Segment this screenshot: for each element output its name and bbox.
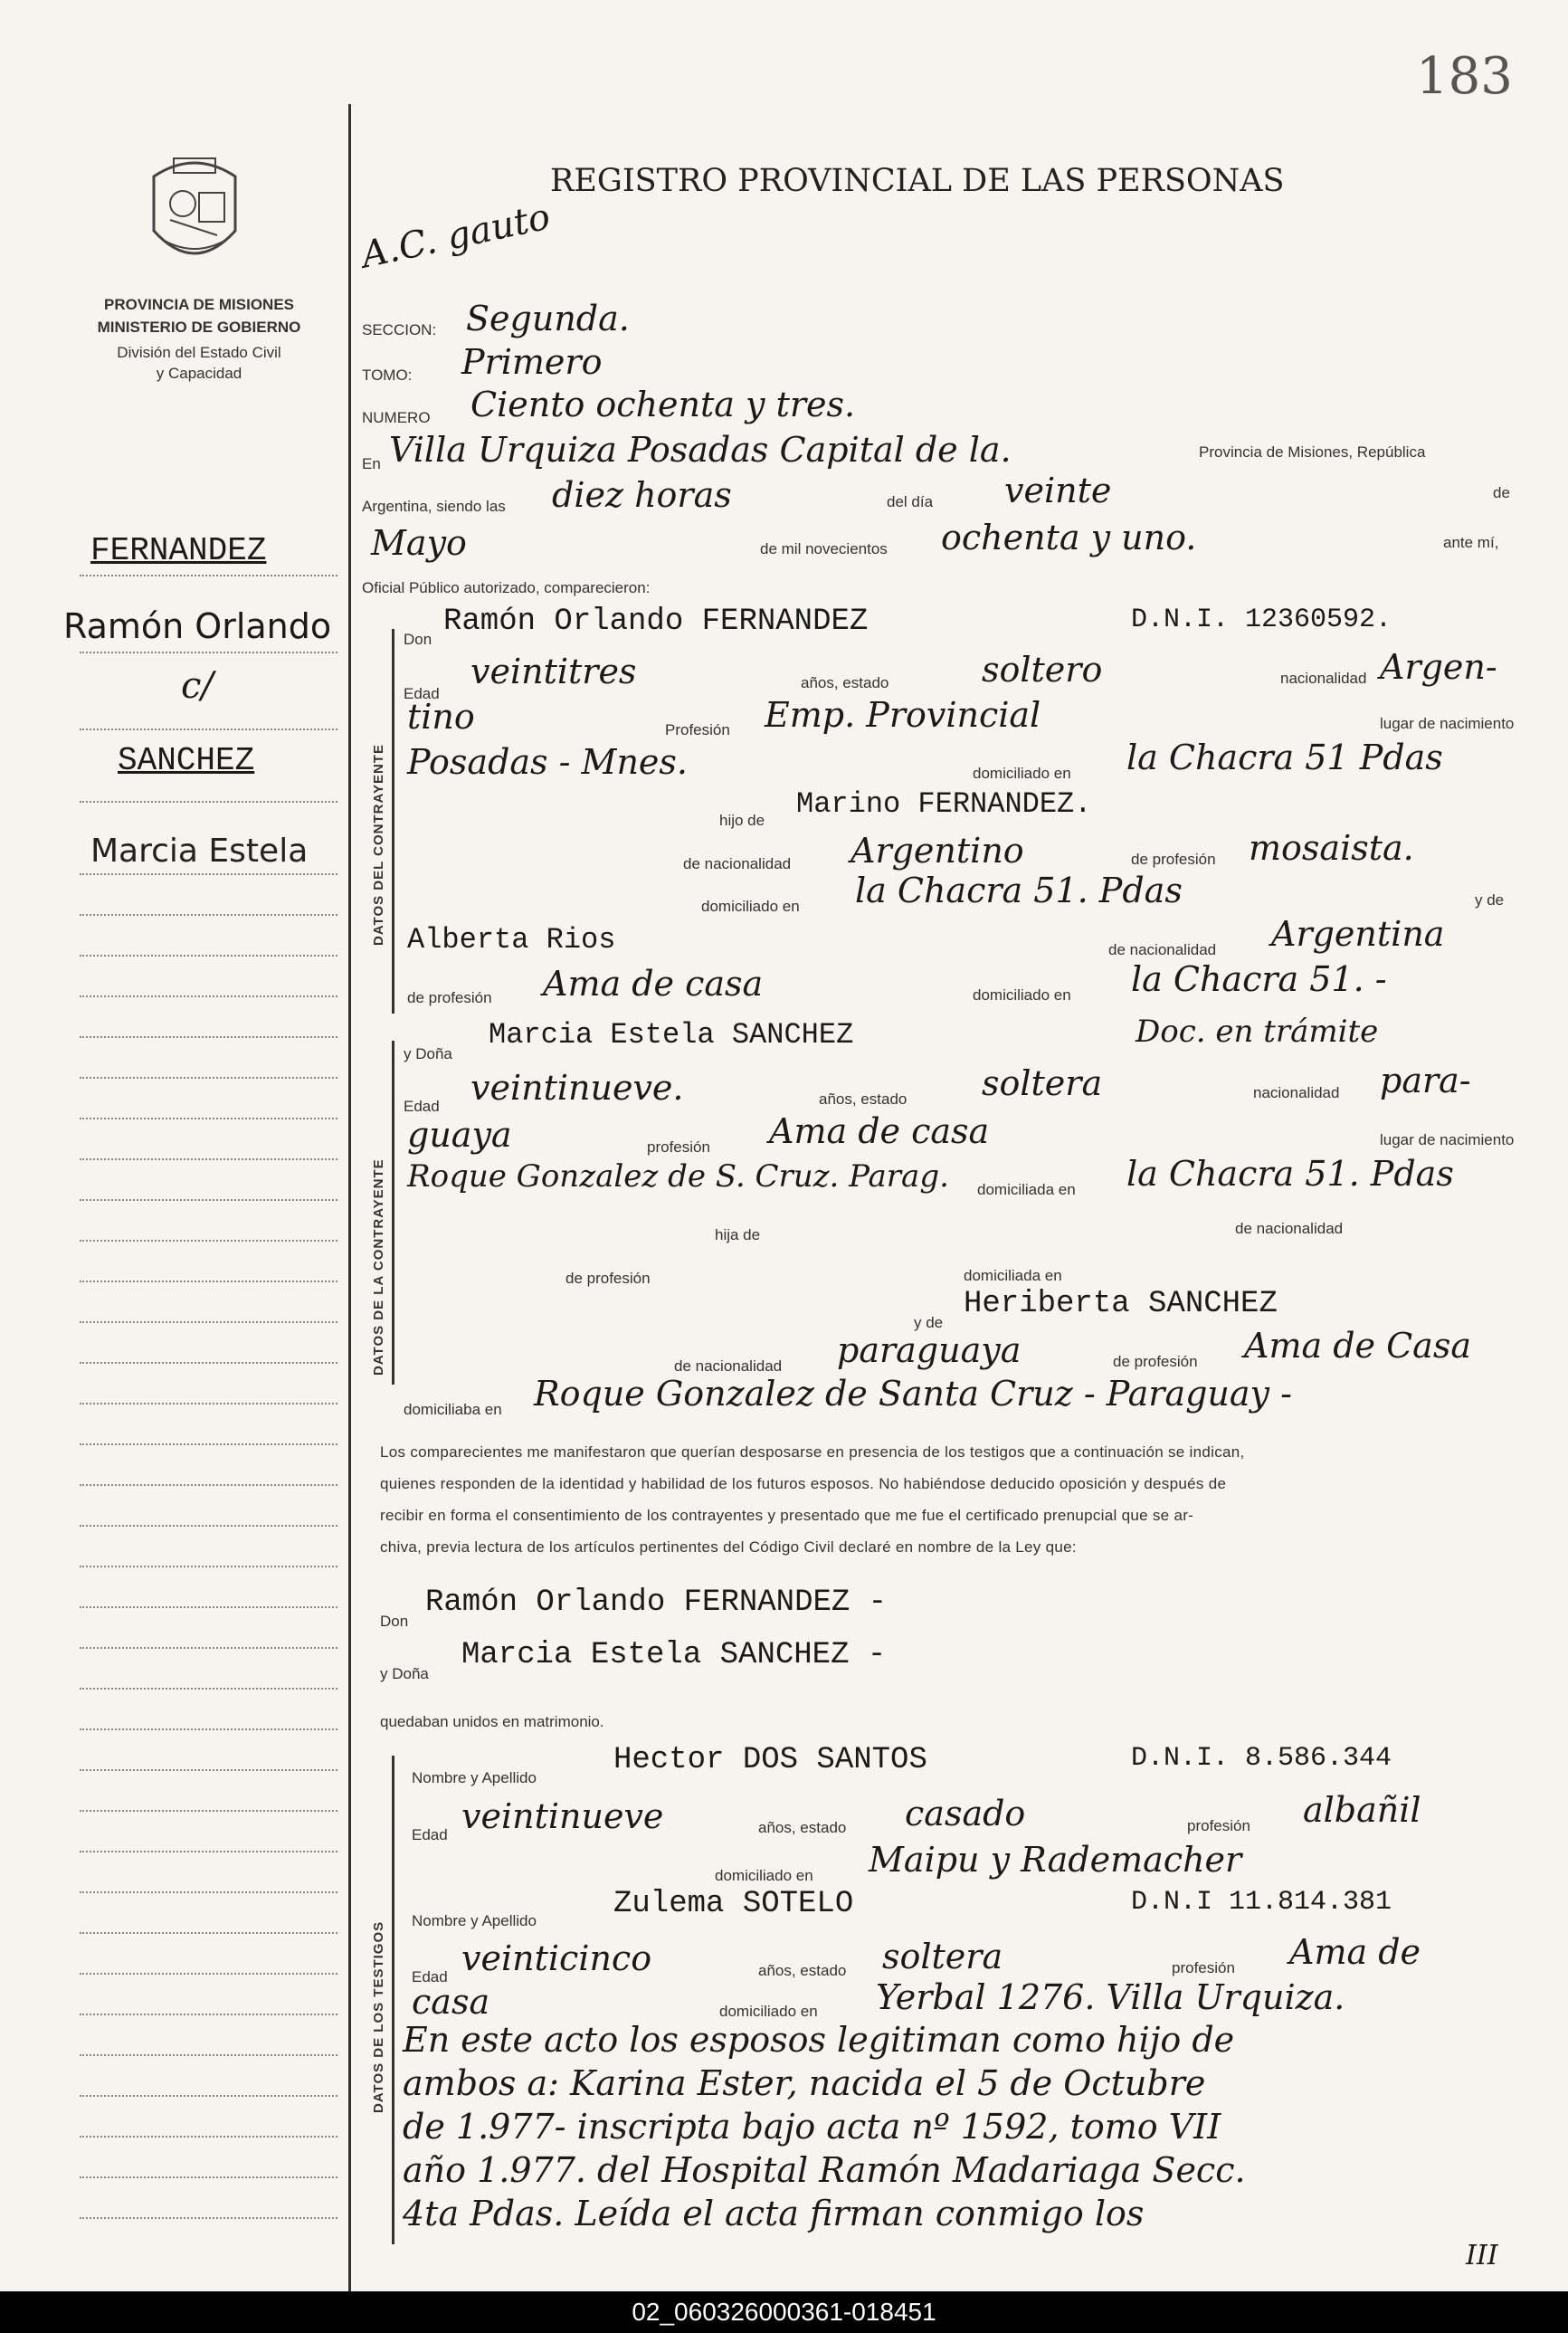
value-novio-doc: D.N.I. 12360592. — [1131, 605, 1392, 635]
value-lugar: Villa Urquiza Posadas Capital de la. — [389, 430, 1012, 470]
value-novio-nac-a: Argen- — [1380, 647, 1497, 687]
annotation: A.C. gauto — [357, 195, 555, 277]
value-novio-profesion: Emp. Provincial — [765, 695, 1041, 735]
note-line-4: año 1.977. del Hospital Ramón Madariaga Secc. — [403, 2150, 1246, 2190]
value-novia-nombre: Marcia Estela SANCHEZ — [489, 1018, 854, 1052]
label-de-mil: de mil novecientos — [760, 540, 888, 557]
value-testigo2-profesion-b: casa — [412, 1982, 490, 2022]
label-hija-de: hija de — [715, 1226, 761, 1243]
value-dia: veinte — [1004, 471, 1112, 510]
value-declara-don: Ramón Orlando FERNANDEZ - — [425, 1585, 888, 1620]
value-testigo1-doc: D.N.I. 8.586.344 — [1131, 1743, 1392, 1774]
value-hora: diez horas — [552, 475, 732, 515]
paragraph-line-3: recibir en forma el consentimiento de los contrayentes y presentado que me fue el certificado prenupcial que se ar- — [380, 1507, 1194, 1524]
value-testigo2-edad: veinticinco — [461, 1938, 652, 1978]
label-padre-domicilio: domiciliado en — [701, 898, 800, 915]
label-nacionalidad-novia: nacionalidad — [1253, 1084, 1340, 1101]
value-novio-nac-b: tino — [407, 697, 475, 737]
value-anio: ochenta y uno. — [941, 518, 1197, 557]
value-novio-edad: veintitres — [470, 652, 637, 691]
label-nacionalidad-novio: nacionalidad — [1280, 670, 1367, 687]
label-testigo2-estado: años, estado — [758, 1962, 847, 1979]
label-madre-profesion: de profesión — [407, 989, 492, 1006]
note-line-1: En este acto los esposos legitiman como hijo de — [403, 2020, 1235, 2060]
value-novio-domicilio: la Chacra 51 Pdas — [1126, 738, 1443, 777]
label-tomo: TOMO: — [362, 367, 413, 384]
margin-rule — [348, 104, 351, 2294]
value-testigo2-profesion-a: Ama de — [1289, 1932, 1421, 1972]
label-madre-nacionalidad: de nacionalidad — [1108, 941, 1217, 958]
value-testigo1-nombre: Hector DOS SANTOS — [613, 1743, 927, 1777]
value-testigo1-profesion: albañil — [1303, 1790, 1421, 1830]
org-line-1: PROVINCIA DE MISIONES — [103, 296, 294, 313]
value-novia-edad: veintinueve. — [470, 1068, 684, 1108]
value-mes: Mayo — [371, 523, 467, 563]
label-del-dia: del día — [887, 493, 934, 510]
margin-surname-2: SANCHEZ — [118, 742, 255, 779]
paragraph-line-2: quienes responden de la identidad y habilidad de los futuros esposos. No habiéndose deducido oposición y después de — [380, 1475, 1227, 1492]
value-novia-doc: Doc. en trámite — [1136, 1014, 1379, 1050]
note-line-3: de 1.977- inscripta bajo acta nº 1592, tomo VII — [403, 2107, 1221, 2147]
label-lugar-nac-novio: lugar de nacimiento — [1380, 715, 1515, 732]
label-don: Don — [404, 631, 432, 648]
label-profesion-novia: profesión — [647, 1138, 710, 1156]
margin-surname-1: FERNANDEZ — [90, 532, 267, 569]
label-novia-madre-prof: de profesión — [1113, 1353, 1198, 1370]
label-domiciliado-novio: domiciliado en — [973, 765, 1071, 782]
margin-names-1: Ramón Orlando — [63, 606, 332, 646]
value-testigo1-domicilio: Maipu y Rademacher — [869, 1840, 1242, 1880]
value-novio-estado: soltero — [982, 650, 1103, 690]
label-testigo2-nombre: Nombre y Apellido — [412, 1912, 537, 1929]
value-novia-madre-dom: Roque Gonzalez de Santa Cruz - Paraguay - — [534, 1374, 1292, 1414]
value-novia-madre-nac: paraguaya — [837, 1330, 1022, 1370]
label-quedaban: quedaban unidos en matrimonio. — [380, 1713, 604, 1730]
label-hijo-de: hijo de — [719, 812, 765, 829]
page-number: 183 — [1416, 47, 1513, 106]
label-numero: NUMERO — [362, 409, 431, 426]
value-novia-madre-prof: Ama de Casa — [1244, 1326, 1471, 1366]
label-testigo1-profesion: profesión — [1187, 1817, 1250, 1834]
value-testigo2-doc: D.N.I 11.814.381 — [1131, 1887, 1392, 1918]
value-novia-profesion: Ama de casa — [769, 1111, 990, 1151]
paragraph-line-1: Los comparecientes me manifestaron que querían desposarse en presencia de los testigos que a continuación se indican, — [380, 1443, 1245, 1461]
label-domiciliada-novia: domiciliada en — [977, 1181, 1076, 1198]
label-testigo2-profesion: profesión — [1172, 1959, 1235, 1976]
value-padre-nacionalidad: Argentino — [851, 831, 1024, 871]
value-novio-nombre: Ramón Orlando FERNANDEZ — [443, 605, 869, 639]
value-testigo2-estado: soltera — [882, 1937, 1003, 1976]
bracket-contrayenta — [392, 1041, 394, 1385]
value-testigo1-edad: veintinueve — [461, 1796, 664, 1836]
footer-bar — [0, 2291, 1568, 2333]
label-y-de: y de — [1475, 891, 1505, 909]
org-line-2: MINISTERIO DE GOBIERNO — [97, 319, 301, 336]
label-novia-y-de: y de — [914, 1314, 944, 1331]
label-provincia: Provincia de Misiones, República — [1199, 443, 1426, 461]
value-tomo: Primero — [461, 342, 603, 382]
label-en: En — [362, 455, 381, 472]
value-novia-lugar-nac: Roque Gonzalez de S. Cruz. Parag. — [407, 1158, 949, 1195]
bracket-testigos — [392, 1756, 394, 2244]
value-numero: Ciento ochenta y tres. — [470, 385, 856, 424]
label-domiciliaba: domiciliaba en — [404, 1401, 502, 1418]
value-novia-madre: Heriberta SANCHEZ — [964, 1287, 1278, 1321]
label-edad-novio: Edad — [404, 685, 440, 702]
footer-id: 02_060326000361-018451 — [632, 2298, 936, 2326]
side-label-contrayente: DATOS DEL CONTRAYENTE — [371, 744, 386, 946]
label-testigo1-edad: Edad — [412, 1826, 448, 1843]
value-madre-nacionalidad: Argentina — [1271, 914, 1445, 954]
margin-connector: c/ — [181, 665, 214, 707]
label-testigo1-domicilio: domiciliado en — [715, 1867, 813, 1884]
value-novia-estado: soltera — [982, 1063, 1103, 1103]
label-anios-estado-novia: años, estado — [819, 1090, 908, 1108]
value-novia-domicilio: la Chacra 51. Pdas — [1126, 1154, 1454, 1194]
value-testigo1-estado: casado — [905, 1794, 1026, 1833]
document-title: REGISTRO PROVINCIAL DE LAS PERSONAS — [550, 163, 1285, 199]
value-madre-novio: Alberta Rios — [407, 923, 616, 957]
value-padre: Marino FERNANDEZ. — [796, 787, 1092, 821]
label-testigo1-nombre: Nombre y Apellido — [412, 1769, 537, 1786]
label-novia-padre-nac: de nacionalidad — [1235, 1220, 1344, 1237]
value-testigo2-domicilio: Yerbal 1276. Villa Urquiza. — [876, 1977, 1345, 2017]
value-novio-lugar-nac: Posadas - Mnes. — [407, 742, 688, 782]
label-novia-padre-prof: de profesión — [565, 1270, 651, 1287]
label-padre-profesion: de profesión — [1131, 851, 1216, 868]
side-label-contrayenta: DATOS DE LA CONTRAYENTE — [371, 1158, 386, 1376]
label-novia-padre-dom: domiciliada en — [964, 1267, 1062, 1284]
paragraph-line-4: chiva, previa lectura de los artículos pertinentes del Código Civil declaré en nombre de la Ley que: — [380, 1538, 1077, 1556]
value-padre-profesion: mosaista. — [1249, 828, 1414, 868]
label-seccion: SECCION: — [362, 321, 437, 338]
label-madre-domicilio: domiciliado en — [973, 986, 1071, 1004]
value-padre-domicilio: la Chacra 51. Pdas — [855, 871, 1183, 910]
org-line-3: División del Estado Civil — [117, 344, 281, 361]
footer-corner-mark: III — [1466, 2240, 1498, 2271]
value-novia-nac-a: para- — [1380, 1061, 1471, 1100]
value-madre-domicilio: la Chacra 51. - — [1131, 959, 1387, 999]
label-profesion-novio: Profesión — [665, 721, 730, 738]
note-line-2: ambos a: Karina Ester, nacida el 5 de Octubre — [403, 2063, 1206, 2103]
value-novia-nac-b: guaya — [407, 1115, 512, 1155]
value-seccion: Segunda. — [466, 299, 630, 338]
label-testigo2-edad: Edad — [412, 1968, 448, 1985]
label-novia-madre-nac: de nacionalidad — [674, 1357, 783, 1375]
label-lugar-nac-novia: lugar de nacimiento — [1380, 1131, 1515, 1148]
label-testigo1-estado: años, estado — [758, 1819, 847, 1836]
label-testigo2-domicilio: domiciliado en — [719, 2003, 818, 2020]
label-de: de — [1493, 484, 1510, 501]
margin-names-2: Marcia Estela — [90, 833, 309, 870]
label-declara-don: Don — [380, 1613, 409, 1630]
org-line-4: y Capacidad — [156, 365, 242, 382]
bracket-contrayente — [392, 629, 394, 1014]
province-seal-icon — [136, 149, 253, 276]
label-padre-nacionalidad: de nacionalidad — [683, 855, 792, 872]
value-declara-dona: Marcia Estela SANCHEZ - — [461, 1638, 887, 1672]
label-argentina: Argentina, siendo las — [362, 498, 506, 515]
label-anios-estado-novio: años, estado — [801, 674, 889, 691]
label-ante-mi: ante mí, — [1443, 534, 1499, 551]
value-testigo2-nombre: Zulema SOTELO — [613, 1887, 854, 1921]
label-dona: y Doña — [404, 1045, 452, 1062]
value-madre-profesion: Ama de casa — [543, 964, 764, 1004]
label-declara-dona: y Doña — [380, 1665, 429, 1682]
note-line-5: 4ta Pdas. Leída el acta firman conmigo los — [403, 2194, 1145, 2233]
label-oficial: Oficial Público autorizado, comparecieron: — [362, 579, 651, 596]
label-edad-novia: Edad — [404, 1098, 440, 1115]
side-label-testigos: DATOS DE LOS TESTIGOS — [371, 1920, 386, 2113]
